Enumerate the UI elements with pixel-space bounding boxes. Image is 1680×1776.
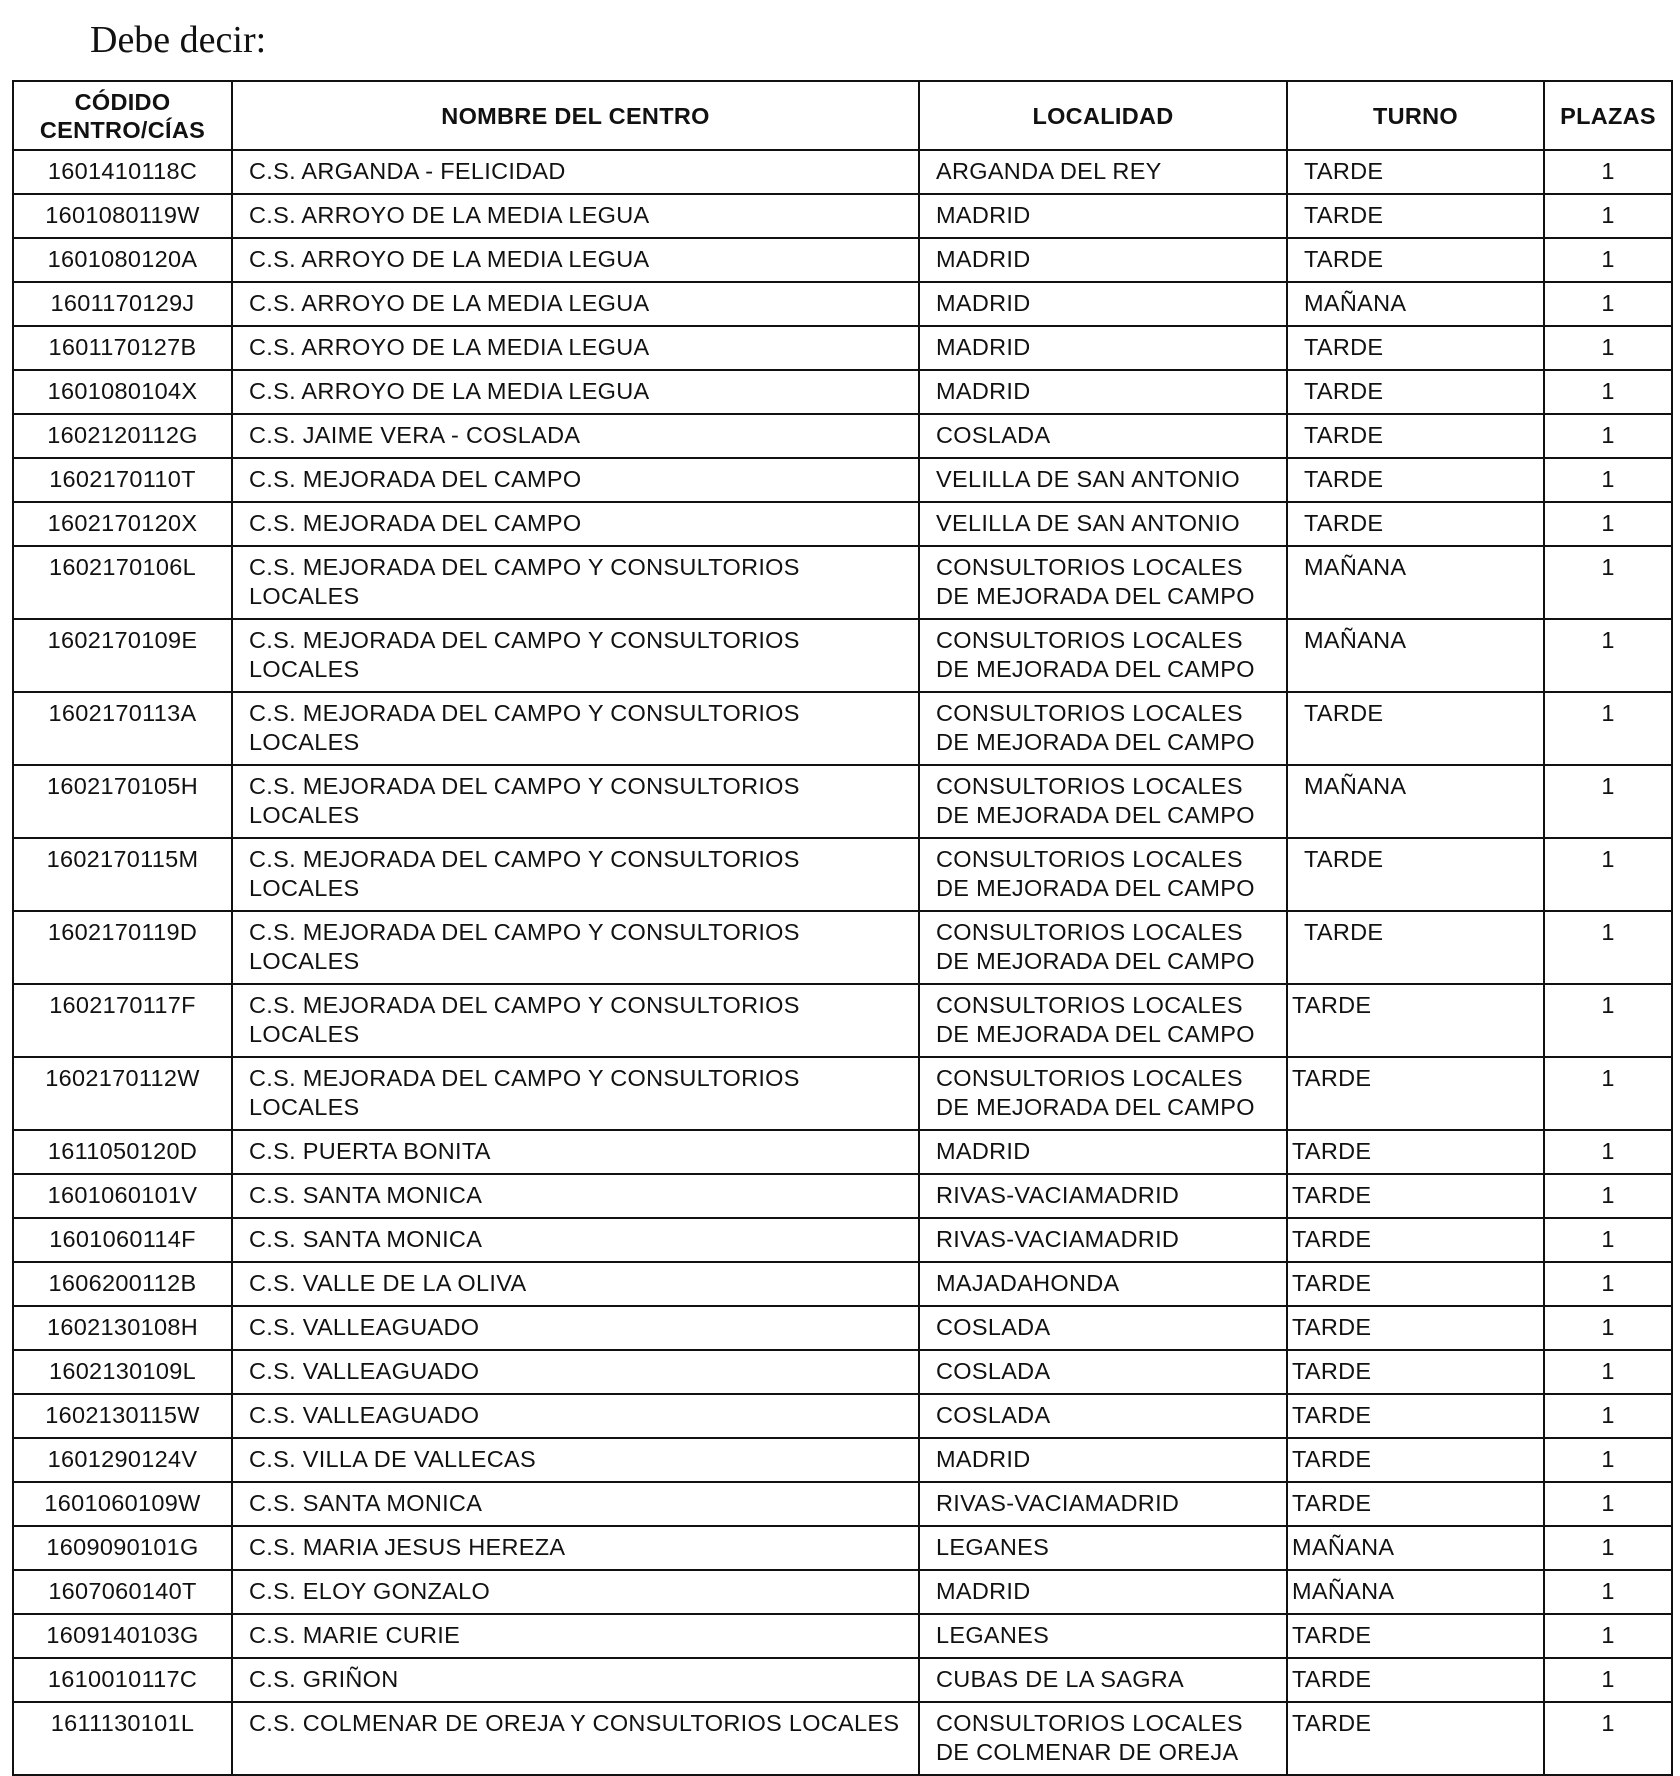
document-heading: Debe decir: xyxy=(90,19,267,61)
cell-plazas: 1 xyxy=(1544,1262,1672,1306)
cell-plazas: 1 xyxy=(1544,546,1672,619)
cell-codigo: 1601410118C xyxy=(13,150,232,194)
cell-turno: TARDE xyxy=(1287,326,1544,370)
table-row xyxy=(13,1057,1672,1130)
cell-turno: TARDE xyxy=(1287,414,1544,458)
cell-nombre-centro: C.S. GRIÑON xyxy=(232,1658,919,1702)
cell-localidad: COSLADA xyxy=(919,414,1287,458)
cell-codigo: 1607060140T xyxy=(13,1570,232,1614)
cell-localidad: RIVAS-VACIAMADRID xyxy=(919,1218,1287,1262)
cell-turno: MAÑANA xyxy=(1287,619,1544,692)
table-row xyxy=(13,502,1672,546)
table-row xyxy=(13,692,1672,765)
cell-turno: TARDE xyxy=(1287,150,1544,194)
cell-turno: TARDE xyxy=(1287,1702,1544,1775)
table-row xyxy=(13,150,1672,194)
cell-localidad: ARGANDA DEL REY xyxy=(919,150,1287,194)
table-row xyxy=(13,546,1672,619)
cell-plazas: 1 xyxy=(1544,1526,1672,1570)
table-row xyxy=(13,1218,1672,1262)
cell-plazas: 1 xyxy=(1544,692,1672,765)
cell-localidad: RIVAS-VACIAMADRID xyxy=(919,1482,1287,1526)
cell-nombre-centro: C.S. VALLEAGUADO xyxy=(232,1394,919,1438)
table-row xyxy=(13,984,1672,1057)
cell-nombre-centro: C.S. ELOY GONZALO xyxy=(232,1570,919,1614)
cell-codigo: 1601060109W xyxy=(13,1482,232,1526)
cell-turno: TARDE xyxy=(1287,1057,1544,1130)
cell-plazas: 1 xyxy=(1544,282,1672,326)
table-row xyxy=(13,911,1672,984)
cell-turno: MAÑANA xyxy=(1287,546,1544,619)
cell-codigo: 1601080104X xyxy=(13,370,232,414)
cell-turno: TARDE xyxy=(1287,1482,1544,1526)
cell-localidad: CONSULTORIOS LOCALES DE COLMENAR DE OREJA xyxy=(919,1702,1287,1775)
table-row xyxy=(13,838,1672,911)
header-codigo: CÓDIDO CENTRO/CÍAS xyxy=(13,81,232,150)
table-row xyxy=(13,282,1672,326)
table-body xyxy=(13,150,1672,1775)
cell-codigo: 1609140103G xyxy=(13,1614,232,1658)
cell-localidad: MADRID xyxy=(919,370,1287,414)
cell-turno: TARDE xyxy=(1287,1438,1544,1482)
cell-turno: TARDE xyxy=(1287,692,1544,765)
cell-nombre-centro: C.S. ARROYO DE LA MEDIA LEGUA xyxy=(232,370,919,414)
cell-plazas: 1 xyxy=(1544,838,1672,911)
cell-nombre-centro: C.S. MEJORADA DEL CAMPO Y CONSULTORIOS LOCALES xyxy=(232,692,919,765)
cell-plazas: 1 xyxy=(1544,194,1672,238)
table-row xyxy=(13,1482,1672,1526)
cell-codigo: 1602170120X xyxy=(13,502,232,546)
cell-nombre-centro: C.S. ARGANDA - FELICIDAD xyxy=(232,150,919,194)
cell-plazas: 1 xyxy=(1544,1702,1672,1775)
cell-codigo: 1602170119D xyxy=(13,911,232,984)
table-row xyxy=(13,1350,1672,1394)
cell-turno: TARDE xyxy=(1287,1174,1544,1218)
cell-plazas: 1 xyxy=(1544,1350,1672,1394)
cell-codigo: 1601290124V xyxy=(13,1438,232,1482)
cell-nombre-centro: C.S. ARROYO DE LA MEDIA LEGUA xyxy=(232,238,919,282)
cell-nombre-centro: C.S. PUERTA BONITA xyxy=(232,1130,919,1174)
table-row xyxy=(13,414,1672,458)
cell-turno: TARDE xyxy=(1287,1130,1544,1174)
cell-turno: TARDE xyxy=(1287,1218,1544,1262)
cell-nombre-centro: C.S. MEJORADA DEL CAMPO xyxy=(232,502,919,546)
cell-localidad: RIVAS-VACIAMADRID xyxy=(919,1174,1287,1218)
header-turno: TURNO xyxy=(1287,81,1544,150)
cell-nombre-centro: C.S. ARROYO DE LA MEDIA LEGUA xyxy=(232,282,919,326)
cell-localidad: LEGANES xyxy=(919,1614,1287,1658)
cell-nombre-centro: C.S. VILLA DE VALLECAS xyxy=(232,1438,919,1482)
cell-turno: TARDE xyxy=(1287,1350,1544,1394)
cell-codigo: 1609090101G xyxy=(13,1526,232,1570)
cell-plazas: 1 xyxy=(1544,458,1672,502)
table-row xyxy=(13,1570,1672,1614)
table-row xyxy=(13,238,1672,282)
cell-plazas: 1 xyxy=(1544,911,1672,984)
cell-localidad: MADRID xyxy=(919,282,1287,326)
cell-plazas: 1 xyxy=(1544,414,1672,458)
cell-codigo: 1602130115W xyxy=(13,1394,232,1438)
cell-plazas: 1 xyxy=(1544,984,1672,1057)
cell-codigo: 1602130108H xyxy=(13,1306,232,1350)
cell-localidad: MADRID xyxy=(919,1570,1287,1614)
cell-codigo: 1601080120A xyxy=(13,238,232,282)
cell-turno: TARDE xyxy=(1287,458,1544,502)
cell-codigo: 1602170117F xyxy=(13,984,232,1057)
plazas-table xyxy=(12,80,1673,1776)
cell-codigo: 1602170112W xyxy=(13,1057,232,1130)
cell-turno: TARDE xyxy=(1287,1394,1544,1438)
cell-turno: TARDE xyxy=(1287,1658,1544,1702)
cell-nombre-centro: C.S. MEJORADA DEL CAMPO Y CONSULTORIOS LOCALES xyxy=(232,1057,919,1130)
cell-turno: TARDE xyxy=(1287,1306,1544,1350)
cell-turno: TARDE xyxy=(1287,238,1544,282)
cell-codigo: 1611130101L xyxy=(13,1702,232,1775)
cell-localidad: MADRID xyxy=(919,1130,1287,1174)
cell-plazas: 1 xyxy=(1544,370,1672,414)
cell-nombre-centro: C.S. MEJORADA DEL CAMPO Y CONSULTORIOS LOCALES xyxy=(232,911,919,984)
cell-plazas: 1 xyxy=(1544,1614,1672,1658)
cell-localidad: CONSULTORIOS LOCALES DE MEJORADA DEL CAMPO xyxy=(919,619,1287,692)
cell-nombre-centro: C.S. MEJORADA DEL CAMPO Y CONSULTORIOS LOCALES xyxy=(232,546,919,619)
cell-plazas: 1 xyxy=(1544,502,1672,546)
cell-codigo: 1602170113A xyxy=(13,692,232,765)
table-row xyxy=(13,194,1672,238)
cell-localidad: CONSULTORIOS LOCALES DE MEJORADA DEL CAMPO xyxy=(919,984,1287,1057)
cell-plazas: 1 xyxy=(1544,765,1672,838)
cell-nombre-centro: C.S. SANTA MONICA xyxy=(232,1174,919,1218)
table-row xyxy=(13,1262,1672,1306)
table-row xyxy=(13,1438,1672,1482)
table-row xyxy=(13,1394,1672,1438)
table-row xyxy=(13,765,1672,838)
cell-nombre-centro: C.S. VALLEAGUADO xyxy=(232,1306,919,1350)
cell-turno: TARDE xyxy=(1287,1262,1544,1306)
table-row xyxy=(13,1526,1672,1570)
table-row xyxy=(13,619,1672,692)
cell-nombre-centro: C.S. MEJORADA DEL CAMPO xyxy=(232,458,919,502)
cell-codigo: 1611050120D xyxy=(13,1130,232,1174)
cell-codigo: 1602170110T xyxy=(13,458,232,502)
cell-localidad: CONSULTORIOS LOCALES DE MEJORADA DEL CAMPO xyxy=(919,1057,1287,1130)
cell-nombre-centro: C.S. MEJORADA DEL CAMPO Y CONSULTORIOS LOCALES xyxy=(232,765,919,838)
cell-codigo: 1602120112G xyxy=(13,414,232,458)
cell-nombre-centro: C.S. MEJORADA DEL CAMPO Y CONSULTORIOS LOCALES xyxy=(232,984,919,1057)
cell-codigo: 1610010117C xyxy=(13,1658,232,1702)
cell-turno: TARDE xyxy=(1287,984,1544,1057)
cell-plazas: 1 xyxy=(1544,1570,1672,1614)
cell-nombre-centro: C.S. MARIE CURIE xyxy=(232,1614,919,1658)
table-row xyxy=(13,326,1672,370)
cell-codigo: 1601080119W xyxy=(13,194,232,238)
cell-codigo: 1602130109L xyxy=(13,1350,232,1394)
cell-nombre-centro: C.S. ARROYO DE LA MEDIA LEGUA xyxy=(232,194,919,238)
cell-localidad: MADRID xyxy=(919,326,1287,370)
table-row xyxy=(13,1702,1672,1775)
cell-turno: TARDE xyxy=(1287,502,1544,546)
cell-nombre-centro: C.S. COLMENAR DE OREJA Y CONSULTORIOS LOCALES xyxy=(232,1702,919,1775)
cell-localidad: COSLADA xyxy=(919,1306,1287,1350)
cell-plazas: 1 xyxy=(1544,1057,1672,1130)
cell-nombre-centro: C.S. JAIME VERA - COSLADA xyxy=(232,414,919,458)
cell-codigo: 1602170106L xyxy=(13,546,232,619)
cell-plazas: 1 xyxy=(1544,1174,1672,1218)
table-row xyxy=(13,1658,1672,1702)
cell-plazas: 1 xyxy=(1544,1394,1672,1438)
cell-nombre-centro: C.S. SANTA MONICA xyxy=(232,1482,919,1526)
table-row xyxy=(13,458,1672,502)
header-nombre-centro: NOMBRE DEL CENTRO xyxy=(232,81,919,150)
cell-plazas: 1 xyxy=(1544,619,1672,692)
cell-codigo: 1601170129J xyxy=(13,282,232,326)
cell-localidad: MADRID xyxy=(919,238,1287,282)
cell-turno: MAÑANA xyxy=(1287,1570,1544,1614)
cell-localidad: MAJADAHONDA xyxy=(919,1262,1287,1306)
cell-nombre-centro: C.S. MARIA JESUS HEREZA xyxy=(232,1526,919,1570)
cell-plazas: 1 xyxy=(1544,326,1672,370)
cell-turno: MAÑANA xyxy=(1287,1526,1544,1570)
cell-nombre-centro: C.S. VALLEAGUADO xyxy=(232,1350,919,1394)
cell-codigo: 1602170115M xyxy=(13,838,232,911)
cell-turno: TARDE xyxy=(1287,838,1544,911)
cell-codigo: 1606200112B xyxy=(13,1262,232,1306)
cell-codigo: 1602170109E xyxy=(13,619,232,692)
cell-turno: TARDE xyxy=(1287,194,1544,238)
cell-codigo: 1602170105H xyxy=(13,765,232,838)
cell-localidad: VELILLA DE SAN ANTONIO xyxy=(919,458,1287,502)
cell-localidad: CONSULTORIOS LOCALES DE MEJORADA DEL CAMPO xyxy=(919,692,1287,765)
cell-turno: TARDE xyxy=(1287,370,1544,414)
cell-codigo: 1601060114F xyxy=(13,1218,232,1262)
cell-localidad: LEGANES xyxy=(919,1526,1287,1570)
cell-codigo: 1601060101V xyxy=(13,1174,232,1218)
cell-nombre-centro: C.S. SANTA MONICA xyxy=(232,1218,919,1262)
cell-nombre-centro: C.S. ARROYO DE LA MEDIA LEGUA xyxy=(232,326,919,370)
cell-localidad: CUBAS DE LA SAGRA xyxy=(919,1658,1287,1702)
cell-nombre-centro: C.S. VALLE DE LA OLIVA xyxy=(232,1262,919,1306)
cell-plazas: 1 xyxy=(1544,1482,1672,1526)
cell-nombre-centro: C.S. MEJORADA DEL CAMPO Y CONSULTORIOS LOCALES xyxy=(232,838,919,911)
table-row xyxy=(13,1306,1672,1350)
cell-localidad: CONSULTORIOS LOCALES DE MEJORADA DEL CAMPO xyxy=(919,911,1287,984)
cell-plazas: 1 xyxy=(1544,1218,1672,1262)
cell-codigo: 1601170127B xyxy=(13,326,232,370)
cell-plazas: 1 xyxy=(1544,1438,1672,1482)
cell-localidad: MADRID xyxy=(919,1438,1287,1482)
table-row xyxy=(13,1130,1672,1174)
cell-plazas: 1 xyxy=(1544,1306,1672,1350)
cell-localidad: COSLADA xyxy=(919,1394,1287,1438)
cell-localidad: CONSULTORIOS LOCALES DE MEJORADA DEL CAMPO xyxy=(919,838,1287,911)
cell-localidad: CONSULTORIOS LOCALES DE MEJORADA DEL CAMPO xyxy=(919,546,1287,619)
cell-turno: MAÑANA xyxy=(1287,282,1544,326)
cell-turno: TARDE xyxy=(1287,1614,1544,1658)
table-row xyxy=(13,1614,1672,1658)
cell-localidad: VELILLA DE SAN ANTONIO xyxy=(919,502,1287,546)
cell-localidad: CONSULTORIOS LOCALES DE MEJORADA DEL CAMPO xyxy=(919,765,1287,838)
cell-nombre-centro: C.S. MEJORADA DEL CAMPO Y CONSULTORIOS LOCALES xyxy=(232,619,919,692)
cell-turno: MAÑANA xyxy=(1287,765,1544,838)
header-plazas: PLAZAS xyxy=(1544,81,1672,150)
cell-localidad: COSLADA xyxy=(919,1350,1287,1394)
cell-localidad: MADRID xyxy=(919,194,1287,238)
table-row xyxy=(13,370,1672,414)
header-localidad: LOCALIDAD xyxy=(919,81,1287,150)
table-row xyxy=(13,1174,1672,1218)
cell-plazas: 1 xyxy=(1544,150,1672,194)
cell-plazas: 1 xyxy=(1544,1658,1672,1702)
cell-turno: TARDE xyxy=(1287,911,1544,984)
cell-plazas: 1 xyxy=(1544,238,1672,282)
table-header-row xyxy=(13,81,1672,150)
cell-plazas: 1 xyxy=(1544,1130,1672,1174)
